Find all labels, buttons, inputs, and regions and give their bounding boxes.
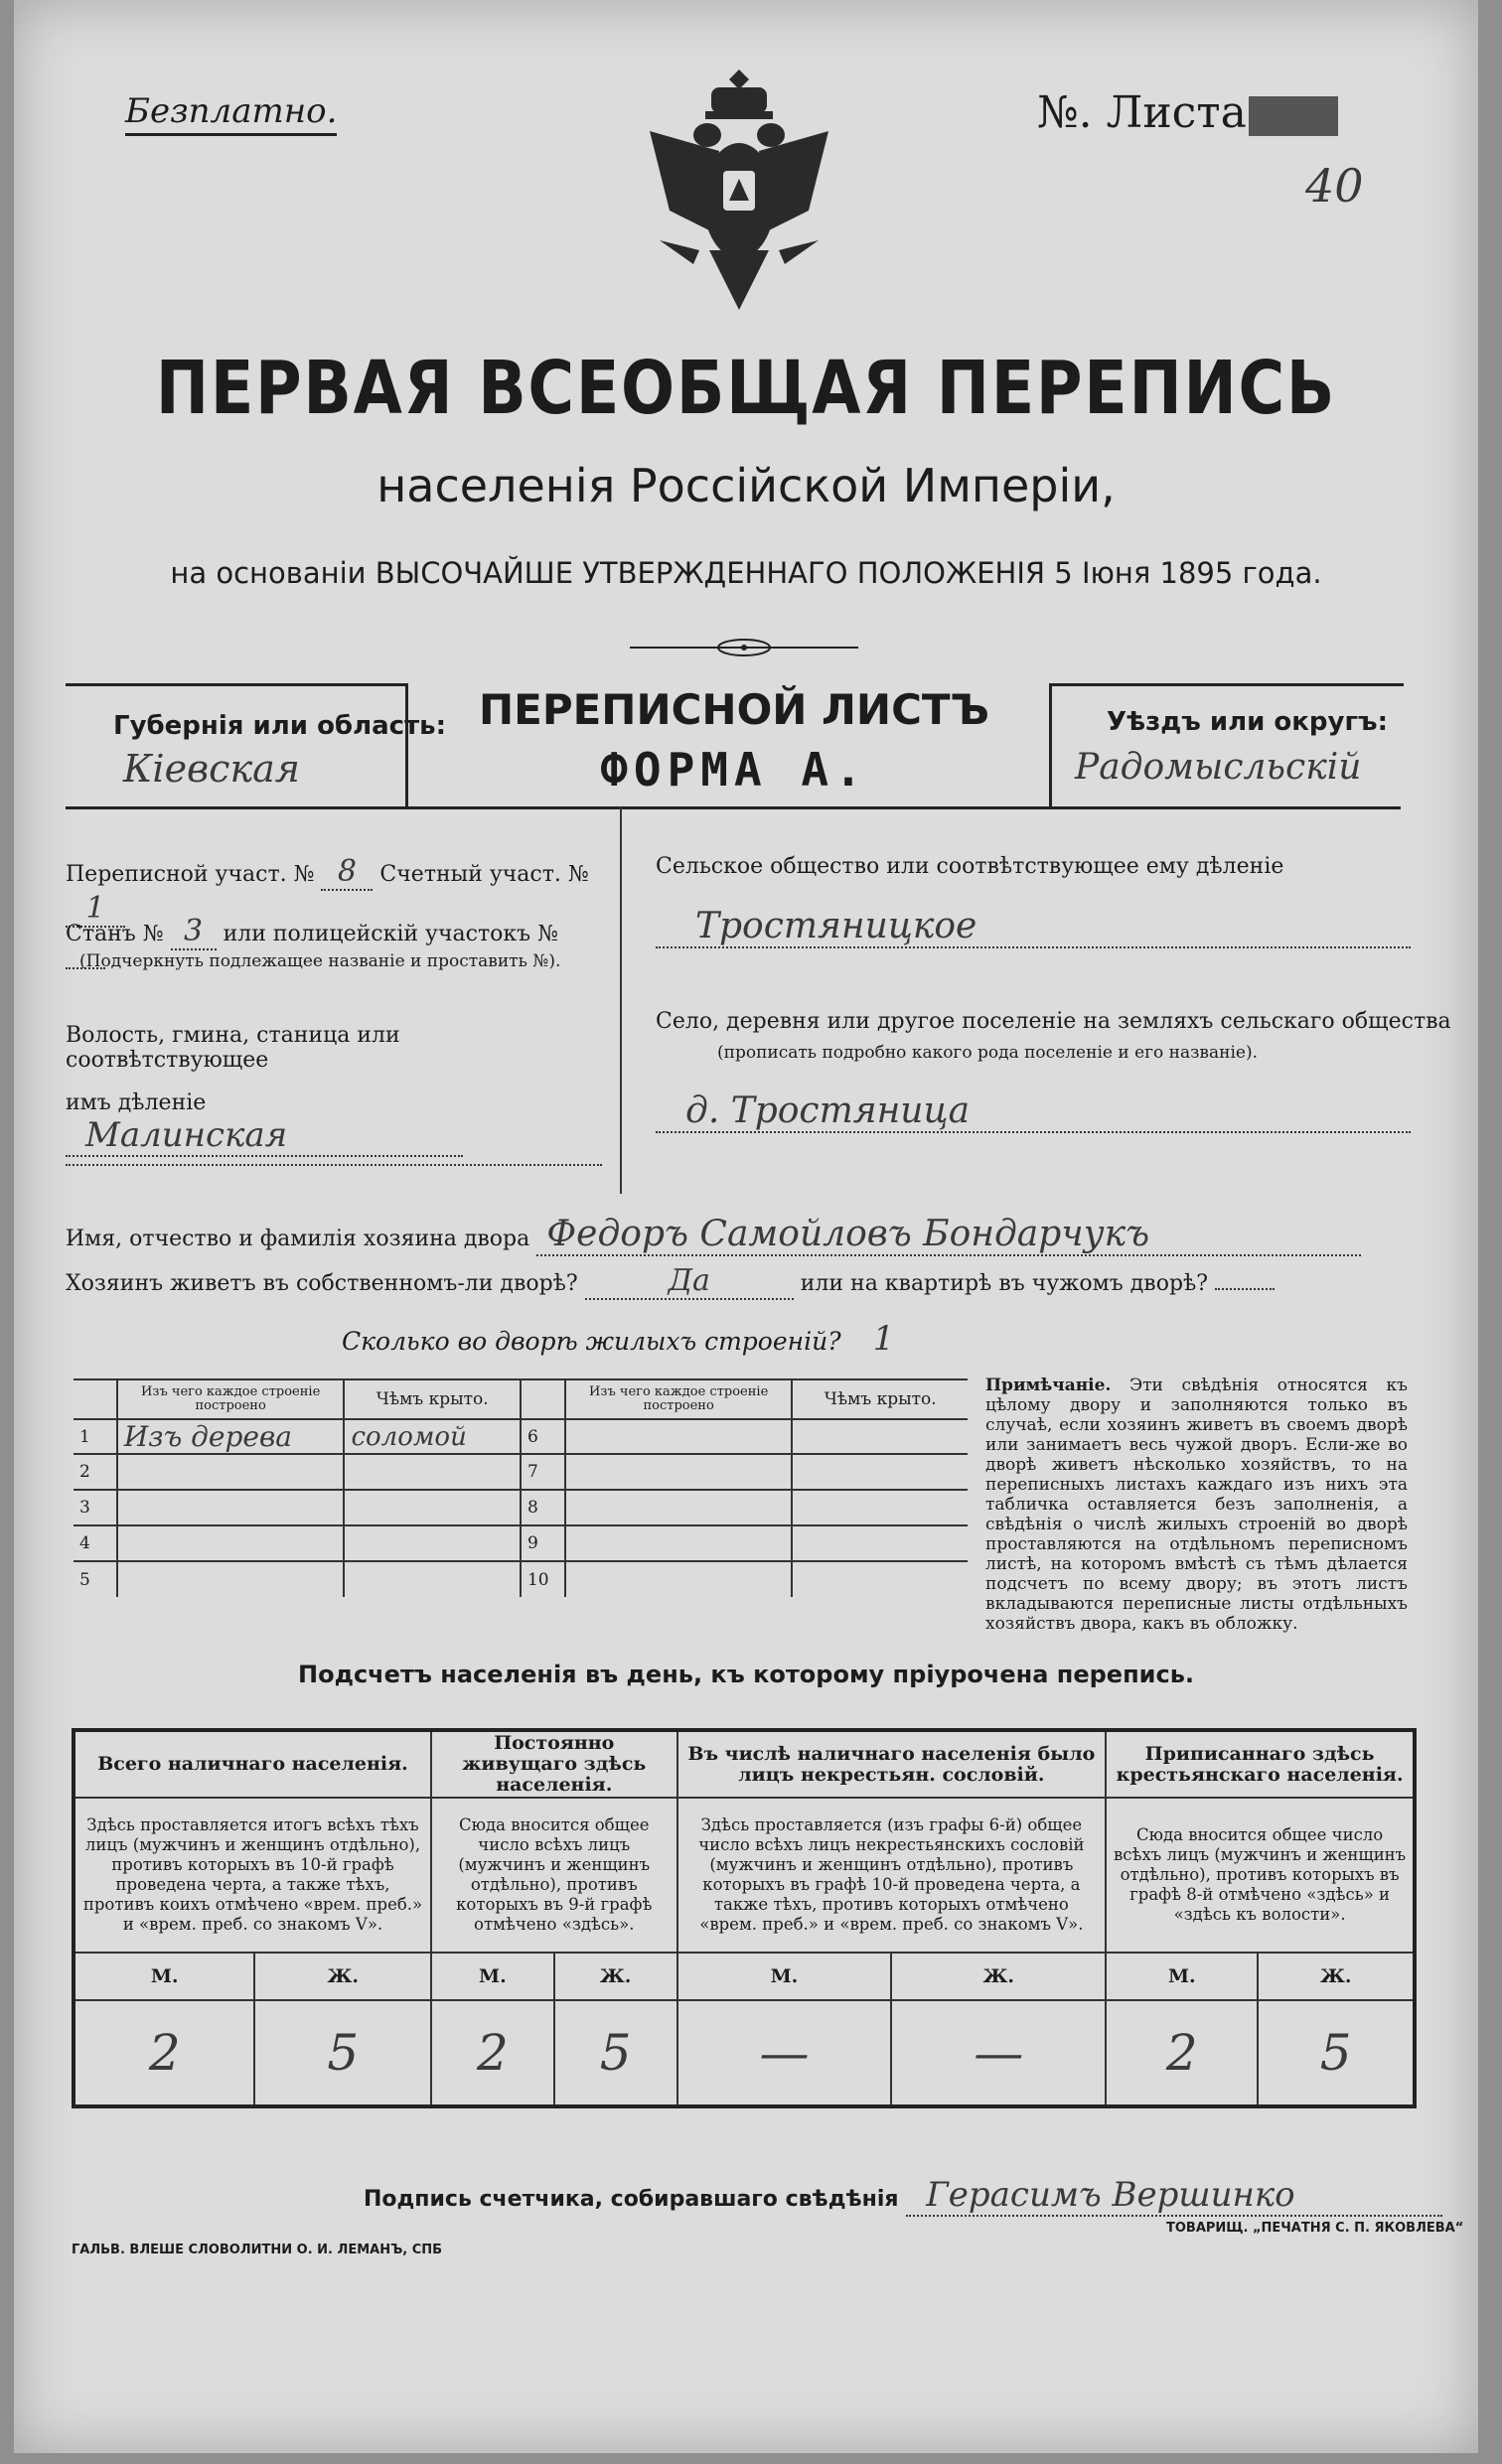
district-value: Радомысльскій — [1075, 747, 1362, 788]
pop-non-peasant-male: — — [677, 2000, 892, 2106]
table-row: 4 9 — [74, 1525, 968, 1561]
province-label: Губернія или область: — [113, 711, 446, 741]
census-area-value: 8 — [321, 854, 373, 891]
owner-name-value: Федоръ Самойловъ Бондарчукъ — [536, 1214, 1361, 1256]
col-roof-left: Чѣмъ крыто. — [344, 1379, 521, 1419]
note-block — [985, 1376, 1408, 1634]
col-material-left: Изъ чего каждое строеніе построено — [117, 1379, 345, 1419]
footer-left: ГАЛЬВ. ВЛЕШЕ СЛОВОЛИТНИ О. И. ЛЕМАНЪ, СПБ — [72, 2243, 443, 2257]
pop-desc-registered: Сюда вносится общее число всѣхъ лицъ (мужчинъ и женщинъ отдѣльно), противъ которыхъ въ графѣ 8-й отмѣчено «здѣсь» и «здѣсь къ волости». — [1106, 1798, 1415, 1953]
table-row — [74, 2000, 1415, 2106]
note-title: Примѣчаніе. — [985, 1376, 1112, 1395]
society-value: Тростяницкое — [656, 906, 1411, 948]
pop-total-female: 5 — [254, 2000, 431, 2106]
population-title: Подсчетъ населенія въ день, къ которому пріурочена перепись. — [298, 1661, 1194, 1688]
box-bottom-line — [66, 806, 1401, 809]
form-name: ФОРМА А. — [600, 743, 868, 797]
ornament-divider — [630, 636, 858, 659]
note-text: Эти свѣдѣнія относятся къ цѣлому двору и заполняются только въ случаѣ, если хозяинъ живетъ въ своемъ дворѣ или занимаетъ весь чужой дворъ. Если-же во дворѣ живетъ нѣсколько хозяйствъ, то на переписныхъ листахъ каждаго изъ нихъ эта табличка оставляется безъ заполненія, а свѣдѣнія о числѣ жилыхъ строеній во дворѣ проставляются на отдѣльномъ переписномъ листѣ, на которомъ вмѣстѣ съ тѣмъ дѣлается подсчетъ по всему двору; въ этотъ листъ вкладываются переписные листы отдѣльныхъ хозяйствъ двора, какъ въ обложку. — [985, 1376, 1408, 1634]
pop-registered-female: 5 — [1258, 2000, 1415, 2106]
table-row: 3 8 — [74, 1490, 968, 1525]
buildings-count-row: Сколько во дворѣ жилыхъ строеній? 1 — [342, 1319, 919, 1359]
village-note: (прописать подробно какого рода поселеніе и его названіе). — [717, 1043, 1258, 1063]
province-value: Кіевская — [123, 747, 300, 791]
sheet-number-value: 40 — [1305, 159, 1364, 213]
legal-basis: на основаніи ВЫСОЧАЙШЕ УТВЕРЖДЕННАГО ПОЛОЖЕНІЯ 5 Іюня 1895 года. — [170, 556, 1322, 590]
society-label: Сельское общество или соотвѣтствующее ему дѣленіе — [656, 854, 1284, 879]
building-material-1: Изъ дерева — [117, 1419, 345, 1454]
owner-own-value: Да — [585, 1263, 794, 1300]
owner-name-row: Имя, отчество и фамилія хозяина двора Федоръ Самойловъ Бондарчукъ — [66, 1214, 1417, 1256]
form-title: ПЕРЕПИСНОЙ ЛИСТЪ — [478, 685, 990, 734]
pop-desc-total: Здѣсь проставляется итогъ всѣхъ тѣхъ лицъ (мужчинъ и женщинъ отдѣльно), противъ которыхъ въ 10-й графѣ проведена черта, а также тѣхъ, противъ коихъ отмѣчено «врем. преб.» и «врем. преб. со знакомъ V». — [74, 1798, 431, 1953]
free-of-charge-label: Безплатно. — [125, 91, 337, 136]
pop-non-peasant-female: — — [891, 2000, 1106, 2106]
signature-row: Подпись счетчика, собиравшаго свѣдѣнія Герасимъ Вершинко — [364, 2175, 1442, 2217]
population-table — [72, 1728, 1417, 2108]
building-roof-1: соломой — [344, 1419, 521, 1454]
col-material-right: Изъ чего каждое строеніе построено — [565, 1379, 793, 1419]
table-row — [74, 1798, 1415, 1953]
count-area-value: 1 — [66, 891, 125, 928]
census-area-row: Переписной участ. № 8 Счетный участ. № 1 — [66, 854, 589, 926]
pop-head-registered: Приписаннаго здѣсь крестьянскаго населенія. — [1106, 1730, 1415, 1798]
pop-registered-male: 2 — [1106, 2000, 1258, 2106]
imperial-eagle-emblem — [630, 62, 848, 320]
village-value: д. Тростяница — [656, 1090, 1411, 1133]
buildings-count-value: 1 — [872, 1319, 895, 1359]
table-row: М. Ж. М. Ж. М. Ж. М. Ж. — [74, 1953, 1415, 2000]
table-row — [74, 1730, 1415, 1798]
stan-note: (Подчеркнуть подлежащее названіе и проставить №). — [79, 951, 561, 971]
table-row: 1 Изъ дерева соломой 6 — [74, 1419, 968, 1454]
table-row: 5 10 — [74, 1561, 968, 1597]
volost-blank-line — [66, 1164, 602, 1166]
volost-row: имъ дѣленіе Малинская — [66, 1090, 602, 1157]
owner-own-row: Хозяинъ живетъ въ собственномъ-ли дворѣ? Да или на квартирѣ въ чужомъ дворѣ? — [66, 1263, 1417, 1300]
pop-total-male: 2 — [74, 2000, 254, 2106]
pop-desc-non-peasant: Здѣсь проставляется (изъ графы 6-й) общее число всѣхъ лицъ некрестьянскихъ сословій (мужчинъ и женщинъ отдѣльно), противъ которыхъ въ графѣ 10-й проведена черта, а также тѣхъ, противъ которыхъ отмѣчено «врем. преб.» и «врем. преб. со знакомъ V». — [677, 1798, 1107, 1953]
pop-permanent-female: 5 — [554, 2000, 677, 2106]
signature-value: Герасимъ Вершинко — [906, 2175, 1442, 2217]
village-label: Село, деревня или другое поселеніе на земляхъ сельскаго общества — [656, 1009, 1451, 1034]
document-title: ПЕРВАЯ ВСЕОБЩАЯ ПЕРЕПИСЬ — [155, 346, 1337, 431]
center-divider — [620, 806, 622, 1194]
footer-right: ТОВАРИЩ. „ПЕЧАТНЯ С. П. ЯКОВЛЕВА“ — [1166, 2221, 1464, 2236]
census-sheet — [14, 0, 1478, 2453]
pop-desc-permanent: Сюда вносится общее число всѣхъ лицъ (мужчинъ и женщинъ отдѣльно), противъ которыхъ въ 9-й графѣ отмѣчено «здѣсь». — [431, 1798, 677, 1953]
table-row: 2 7 — [74, 1454, 968, 1490]
pop-head-permanent: Постоянно живущаго здѣсь населенія. — [431, 1730, 677, 1798]
document-subtitle: населенія Россійской Имперіи, — [376, 459, 1116, 512]
volost-value: Малинская — [66, 1115, 463, 1157]
stan-row: Станъ № 3 или полицейскій участокъ № — [66, 914, 602, 975]
redaction-block — [1249, 96, 1338, 136]
pop-permanent-male: 2 — [431, 2000, 554, 2106]
pop-head-total: Всего наличнаго населенія. — [74, 1730, 431, 1798]
pop-head-non-peasant: Въ числѣ наличнаго населенія было лицъ некрестьян. сословій. — [677, 1730, 1107, 1798]
stan-value: 3 — [171, 914, 217, 950]
buildings-table — [74, 1378, 968, 1597]
district-label: Уѣздъ или округъ: — [1107, 707, 1388, 737]
sheet-number-label: №. Листа — [1037, 87, 1338, 138]
volost-label: Волость, гмина, станица или соотвѣтствующее — [66, 1023, 400, 1073]
col-roof-right: Чѣмъ крыто. — [792, 1379, 968, 1419]
